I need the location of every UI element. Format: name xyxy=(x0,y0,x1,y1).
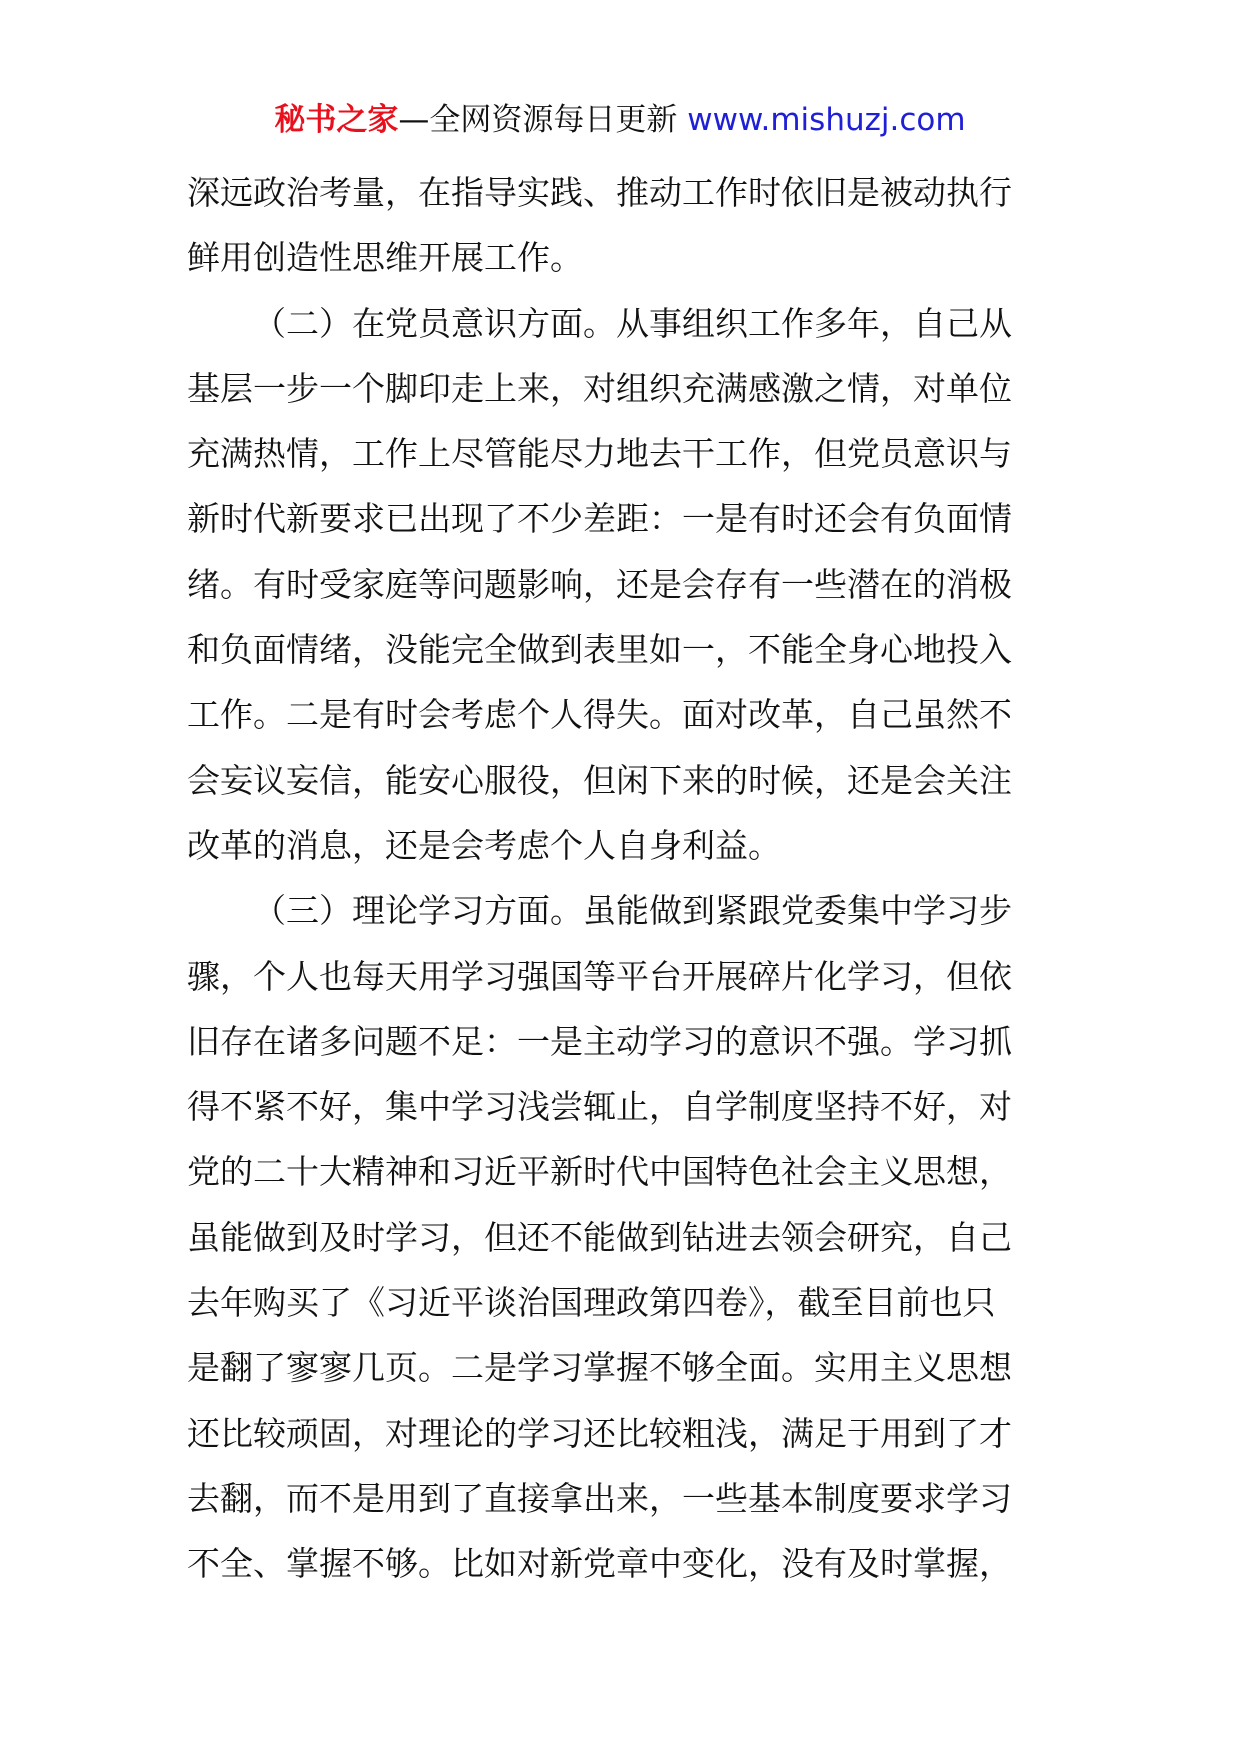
text-line: 新时代新要求已出现了不少差距：一是有时还会有负面情 xyxy=(187,499,1012,539)
brand-name: 秘书之家 xyxy=(274,102,399,138)
text-line: 鲜用创造性思维开展工作。 xyxy=(187,238,583,278)
text-line: 是翻了寥寥几页。二是学习掌握不够全面。实用主义思想 xyxy=(187,1348,1012,1388)
text-line: 不全、掌握不够。比如对新党章中变化，没有及时掌握， xyxy=(187,1544,1012,1584)
text-line: 还比较顽固，对理论的学习还比较粗浅，满足于用到了才 xyxy=(187,1413,1012,1453)
text-line: 绪。有时受家庭等问题影响，还是会存有一些潜在的消极 xyxy=(187,564,1012,604)
text-line: 去年购买了《习近平谈治国理政第四卷》，截至目前也只 xyxy=(187,1283,996,1323)
text-line: 去翻，而不是用到了直接拿出来，一些基本制度要求学习 xyxy=(187,1478,1012,1518)
header-tagline: —全网资源每日更新 xyxy=(398,102,688,138)
text-line: 会妄议妄信，能安心服役，但闲下来的时候，还是会关注 xyxy=(187,760,1012,800)
text-line: 党的二十大精神和习近平新时代中国特色社会主义思想， xyxy=(187,1152,1012,1192)
website-link[interactable]: www.mishuzj.com xyxy=(687,102,966,138)
text-line: 深远政治考量，在指导实践、推动工作时依旧是被动执行 xyxy=(187,173,1012,212)
text-line: 骤，个人也每天用学习强国等平台开展碎片化学习，但依 xyxy=(187,956,1012,996)
text-line: 工作。二是有时会考虑个人得失。面对改革，自己虽然不 xyxy=(187,695,1012,735)
text-line: 旧存在诸多问题不足：一是主动学习的意识不强。学习抓 xyxy=(187,1021,1012,1061)
text-line: 充满热情，工作上尽管能尽力地去干工作，但党员意识与 xyxy=(187,434,1012,474)
text-line: 得不紧不好，集中学习浅尝辄止，自学制度坚持不好，对 xyxy=(187,1087,1012,1127)
page-header xyxy=(0,98,1240,142)
document-body xyxy=(187,160,1057,1597)
text-line: 和负面情绪，没能完全做到表里如一，不能全身心地投入 xyxy=(187,630,1012,670)
text-line: 改革的消息，还是会考虑个人自身利益。 xyxy=(187,825,781,865)
text-line: 虽能做到及时学习，但还不能做到钻进去领会研究，自己 xyxy=(187,1217,1012,1257)
text-line: （三）理论学习方面。虽能做到紧跟党委集中学习步 xyxy=(253,891,1012,931)
text-line: 基层一步一个脚印走上来，对组织充满感激之情，对单位 xyxy=(187,368,1012,408)
text-line: （二）在党员意识方面。从事组织工作多年，自己从 xyxy=(253,303,1012,343)
